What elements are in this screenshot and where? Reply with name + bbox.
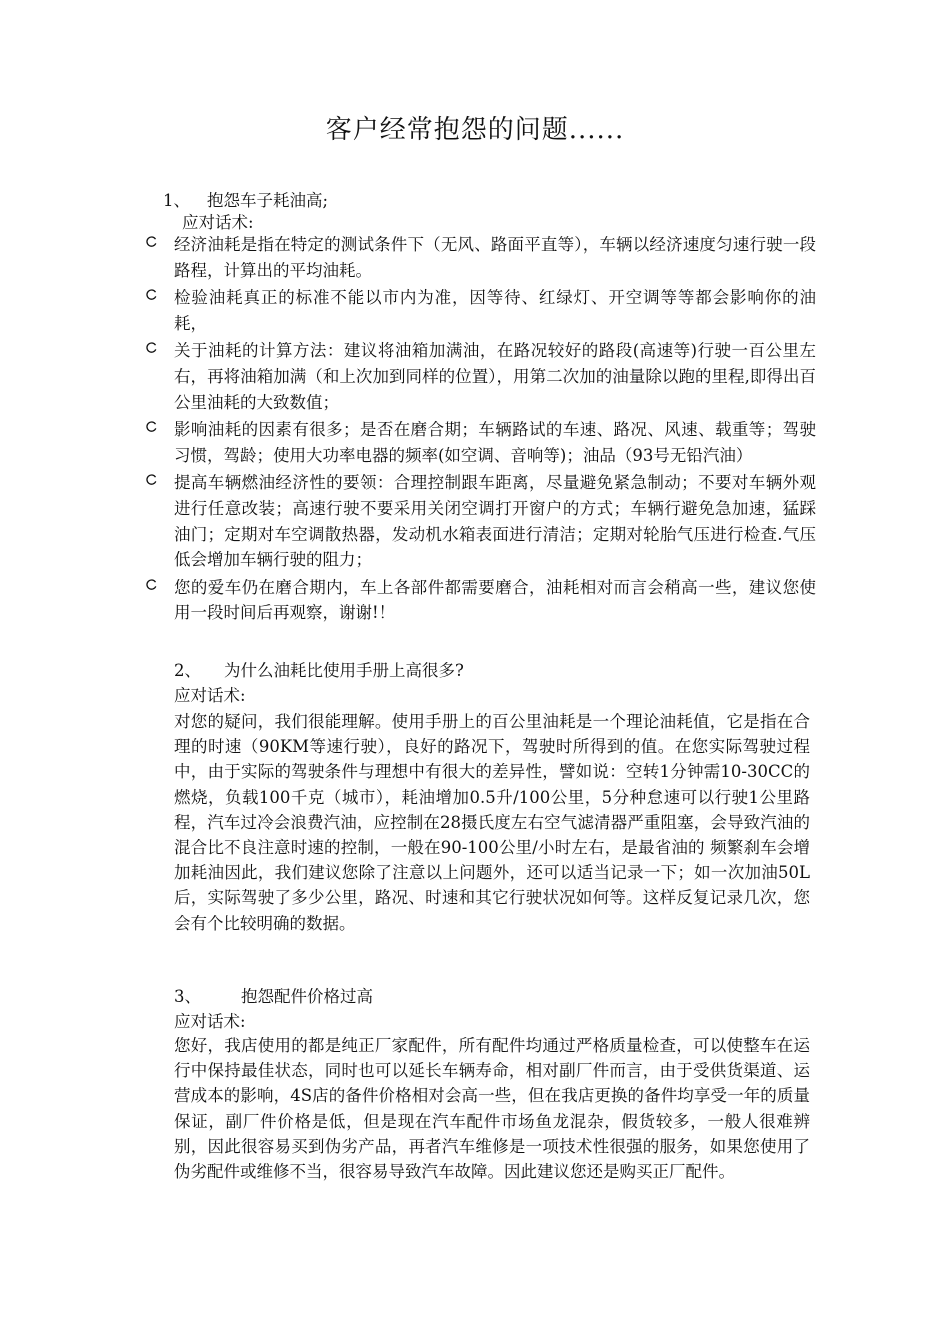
section-3-heading	[174, 985, 373, 1009]
list-item-text: 影响油耗的因素有很多；是否在磨合期；车辆路试的车速、路况、风速、载重等；驾驶习惯，驾龄；使用大功率电器的频率(如空调、音响等)；油品（93号无铅汽油）	[174, 420, 816, 465]
section-heading-text: 抱怨配件价格过高	[241, 987, 373, 1006]
section-heading-text: 抱怨车子耗油高;	[207, 191, 329, 210]
section-3-paragraph: 您好，我店使用的都是纯正厂家配件，所有配件均通过严格质量检查，可以使整车在运行中保持最佳状态，同时也可以延长车辆寿命，相对副厂件而言，由于受供货渠道、运营成本的影响，4S店的备件价格相对会高一些，但在我店更换的备件均享受一年的质量保证，副厂件价格是低，但是现在汽车配件市场鱼龙混杂，假货较多，一般人很难辨别，因此很容易买到伪劣产品，再者汽车维修是一项技术性很强的服务，如果您使用了伪劣配件或维修不当，很容易导致汽车故障。因此建议您还是购买正厂配件。	[174, 1036, 810, 1182]
hollow-arc-bullet-icon	[146, 579, 157, 590]
hollow-arc-bullet-icon	[146, 236, 157, 247]
section-1-heading	[163, 189, 328, 213]
list-item	[146, 575, 816, 626]
list-item-text: 您的爱车仍在磨合期内，车上各部件都需要磨合，油耗相对而言会稍高一些，建议您使用一段时间后再观察，谢谢!！	[174, 577, 816, 623]
list-item	[146, 417, 816, 468]
section-number: 3、	[174, 987, 201, 1006]
list-item-text: 提高车辆燃油经济性的要领：合理控制跟车距离，尽量避免紧急制动；不要对车辆外观进行任意改装；高速行驶不要采用关闭空调打开窗户的方式；车辆行避免急加速，猛踩油门；定期对车空调散热器，发动机水箱表面进行清洁；定期对轮胎气压进行检查.气压低会增加车辆行驶的阻力；	[174, 473, 816, 570]
section-2-paragraph: 对您的疑问，我们很能理解。使用手册上的百公里油耗是一个理论油耗值，它是指在合理的时速（90KM等速行驶），良好的路况下，驾驶时所得到的值。在您实际驾驶过程中，由于实际的驾驶条件与理想中有很大的差异性，譬如说：空转1分钟需10-30CC的燃烧，负载100千克（城市），耗油增加0.5升/100公里，5分种怠速可以行驶1公里路程，汽车过冷会浪费汽油，应控制在28摄氏度左右空气滤清器严重阻塞，会导致汽油的混合比不良注意时速的控制，一般在90-100公里/小时左右，是最省油的 频繁刹车会增加耗油因此，我们建议您除了注意以上问题外，还可以适当记录一下；如一次加油50L后，实际驾驶了多少公里，路况、时速和其它行驶状况如何等。这样反复记录几次，您会有个比较明确的数据。	[174, 712, 810, 933]
list-item	[146, 470, 816, 572]
section-2-heading	[174, 659, 464, 683]
list-item-text: 经济油耗是指在特定的测试条件下（无风、路面平直等），车辆以经济速度匀速行驶一段路程，计算出的平均油耗。	[174, 235, 816, 280]
section-number: 2、	[174, 661, 201, 680]
list-item-text: 关于油耗的计算方法：建议将油箱加满油，在路况较好的路段(高速等)行驶一百公里左右，再将油箱加满（和上次加到同样的位置），用第二次加的油量除以跑的里程,即得出百公里油耗的大致数值；	[174, 341, 816, 412]
list-item-text: 检验油耗真正的标准不能以市内为准，因等待、红绿灯、开空调等等都会影响你的油耗，	[174, 288, 816, 333]
section-number: 1、	[163, 191, 190, 210]
hollow-arc-bullet-icon	[146, 421, 157, 432]
list-item	[146, 285, 816, 336]
list-item	[146, 338, 816, 415]
hollow-arc-bullet-icon	[146, 342, 157, 353]
hollow-arc-bullet-icon	[146, 474, 157, 485]
section-3-label: 应对话术:	[174, 1012, 246, 1031]
page-title: 客户经常抱怨的问题......	[325, 115, 625, 145]
section-heading-text: 为什么油耗比使用手册上高很多?	[224, 661, 464, 680]
section-1-label: 应对话术:	[182, 213, 254, 232]
list-item	[146, 232, 816, 283]
hollow-arc-bullet-icon	[146, 289, 157, 300]
section-2-label: 应对话术:	[174, 686, 246, 705]
section-1-bullet-list	[146, 232, 816, 628]
